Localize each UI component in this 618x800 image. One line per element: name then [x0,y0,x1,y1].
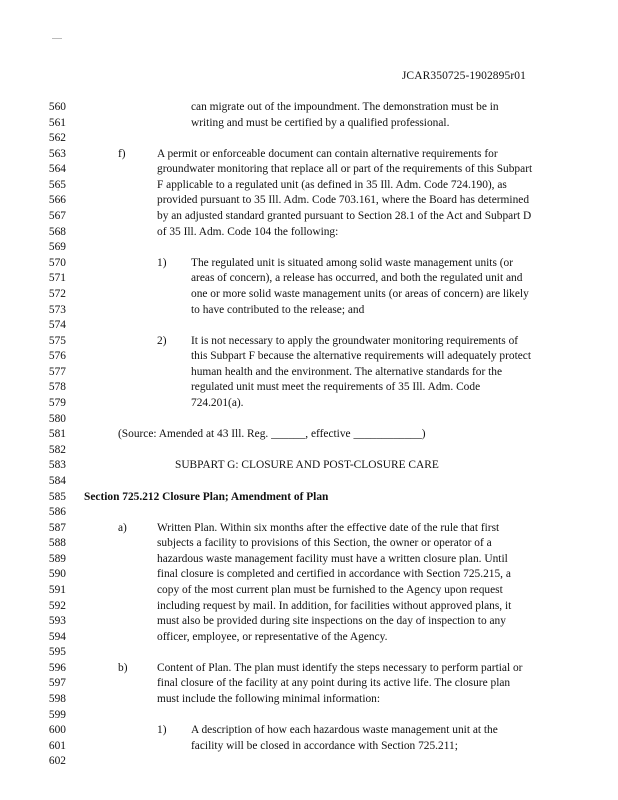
text-line [0,116,618,132]
line-number: 560 [48,101,66,113]
document-header: JCAR350725-1902895r01 [401,70,526,82]
line-number: 580 [48,412,66,425]
line-text: provided pursuant to 35 Ill. Adm. Code 703.161, where the Board has determined [157,194,530,207]
line-number: 599 [48,708,66,721]
line-number: 577 [48,365,66,378]
line-text: It is not necessary to apply the groundwater monitoring requirements of [191,334,519,347]
text-line [0,303,618,319]
line-text: (Source: Amended at 43 Ill. Reg. ______, effective ____________) [118,428,426,441]
line-text: to have contributed to the release; and [191,303,365,316]
text-line [0,318,618,334]
line-number: 598 [48,693,66,706]
text-line [0,287,618,303]
line-text: can migrate out of the impoundment. The demonstration must be in [191,101,499,113]
item-label: f) [118,147,126,160]
line-number: 581 [48,428,66,441]
scan-mark [52,38,62,39]
line-text: must include the following minimal information: [157,693,381,706]
line-number: 565 [48,178,66,191]
line-text: A description of how each hazardous waste management unit at the [191,724,498,737]
line-text: copy of the most current plan must be furnished to the Agency upon request [157,583,503,596]
line-number: 562 [48,132,66,145]
text-line [0,225,618,241]
text-line [0,147,618,163]
text-line [0,521,618,537]
line-text: regulated unit must meet the requirements of 35 Ill. Adm. Code [191,381,481,394]
text-line [0,256,618,272]
line-number: 563 [48,147,66,160]
line-number: 573 [48,303,66,316]
line-text: of 35 Ill. Adm. Code 104 the following: [157,225,339,238]
line-text: facility will be closed in accordance with Section 725.211; [191,739,458,752]
line-number: 593 [48,615,66,628]
line-number: 575 [48,334,66,347]
line-number: 582 [48,443,66,456]
text-line [0,412,618,428]
line-number: 600 [48,724,66,737]
line-number: 561 [48,116,66,129]
line-text: A permit or enforceable document can contain alternative requirements for [157,147,498,160]
line-text: must also be provided during site inspections on the day of inspection to any [157,615,506,628]
line-text: F applicable to a regulated unit (as defined in 35 Ill. Adm. Code 724.190), as [157,178,507,191]
line-text: areas of concern), a release has occurred, and both the regulated unit and [191,272,523,285]
text-line [0,458,618,474]
line-number: 589 [48,552,66,565]
line-number: 592 [48,599,66,612]
line-text: The regulated unit is situated among solid waste management units (or [191,256,514,269]
line-text: hazardous waste management facility must have a written closure plan. Until [157,552,508,565]
text-line [0,552,618,568]
text-line [0,193,618,209]
line-number: 594 [48,630,66,643]
item-label: b) [118,661,128,674]
text-line [0,708,618,724]
item-label: 2) [157,334,167,347]
line-number: 601 [48,739,66,752]
text-line [0,162,618,178]
line-number: 579 [48,397,66,410]
line-number: 584 [48,474,66,487]
line-number: 585 [48,490,66,503]
text-line [0,645,618,661]
line-number: 588 [48,537,66,550]
item-label: 1) [157,256,167,269]
text-line [0,240,618,256]
line-text: final closure is completed and certified in accordance with Section 725.215, a [157,568,511,581]
line-text: including request by mail. In addition, for facilities without approved plans, it [157,599,512,612]
line-text: Written Plan. Within six months after the effective date of the rule that first [157,521,500,534]
text-line [0,334,618,350]
text-line [0,490,618,506]
text-line [0,723,618,739]
line-text: 724.201(a). [191,397,244,410]
line-text: Content of Plan. The plan must identify the steps necessary to perform partial or [157,661,523,674]
line-number: 574 [48,319,66,332]
text-line [0,209,618,225]
line-number: 572 [48,287,66,300]
text-line [0,178,618,194]
line-number: 596 [48,661,66,674]
text-line [0,443,618,459]
text-line [0,365,618,381]
text-line [0,349,618,365]
text-line [0,614,618,630]
line-number: 591 [48,583,66,596]
text-line [0,100,618,116]
line-number: 595 [48,646,66,659]
line-number: 590 [48,568,66,581]
line-number: 578 [48,381,66,394]
text-line [0,380,618,396]
text-line [0,630,618,646]
line-text: groundwater monitoring that replace all or part of the requirements of this Subpart [157,163,533,176]
item-label: 1) [157,724,167,737]
line-number: 571 [48,272,66,285]
section-heading: Section 725.212 Closure Plan; Amendment of Plan [84,490,329,503]
text-line [0,583,618,599]
line-text: by an adjusted standard granted pursuant to Section 28.1 of the Act and Subpart D [157,210,532,223]
line-text: one or more solid waste management units (or areas of concern) are likely [191,287,529,300]
text-line [0,739,618,755]
line-number: 586 [48,506,66,519]
item-label: a) [118,521,127,534]
line-number: 570 [48,256,66,269]
line-number: 566 [48,194,66,207]
line-text: this Subpart F because the alternative requirements will adequately protect [191,350,532,363]
line-text: final closure of the facility at any point during its active life. The closure plan [157,677,511,690]
text-line [0,567,618,583]
text-line [0,427,618,443]
text-line [0,536,618,552]
text-line [0,505,618,521]
text-line [0,271,618,287]
line-number: 602 [48,755,66,768]
text-line [0,661,618,677]
line-number: 568 [48,225,66,238]
line-number: 597 [48,677,66,690]
text-line [0,754,618,770]
text-line [0,131,618,147]
line-number: 587 [48,521,66,534]
text-line [0,396,618,412]
text-line [0,474,618,490]
line-text: subjects a facility to provisions of this Section, the owner or operator of a [157,537,492,550]
line-text: officer, employee, or representative of the Agency. [157,630,388,643]
text-line [0,676,618,692]
line-number: 583 [48,459,66,472]
subpart-heading: SUBPART G: CLOSURE AND POST-CLOSURE CARE [175,459,439,472]
line-number: 564 [48,163,66,176]
text-line [0,692,618,708]
line-number: 567 [48,210,66,223]
line-text: writing and must be certified by a qualified professional. [191,116,450,129]
line-number: 576 [48,350,66,363]
line-text: human health and the environment. The alternative standards for the [191,365,503,378]
text-line [0,599,618,615]
line-number: 569 [48,241,66,254]
